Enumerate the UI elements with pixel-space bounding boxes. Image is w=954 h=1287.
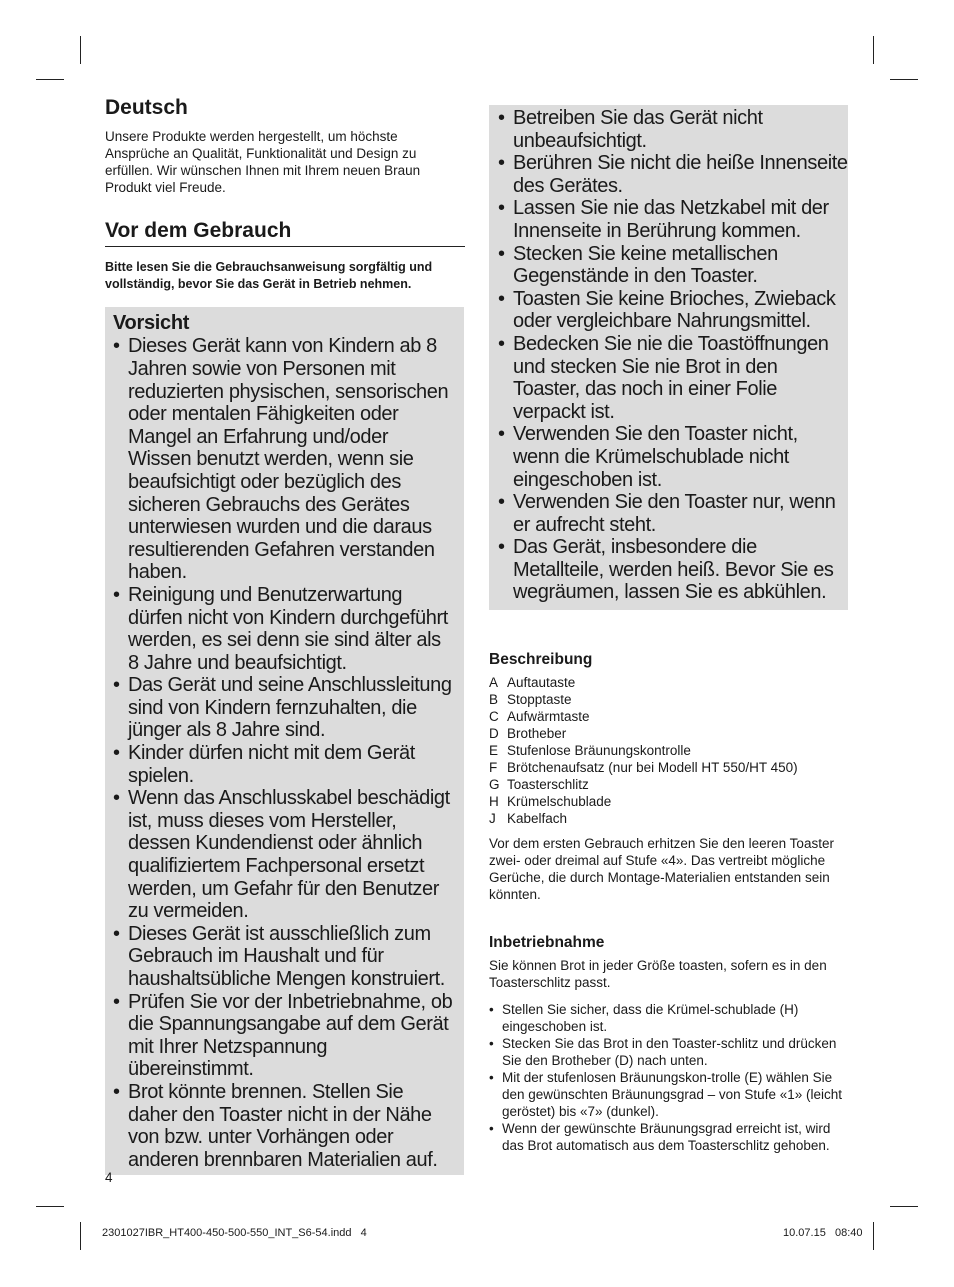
warning-item: • Dieses Gerät kann von Kindern ab 8 Jahren sowie von Personen mit reduzierten physischen, sensorischen oder mentalen Fähigkeiten oder Mangel an Erfahrung und/oder Wissen benutzt werden, wenn sie beaufsichtigt oder bezüglich des sicheren Gebrauchs des Gerätes unterwiesen wurden und die daraus resultierenden Gefahren verstanden haben. xyxy=(113,335,449,584)
crop-mark xyxy=(873,36,874,64)
right-column xyxy=(489,105,848,1154)
warning-item: • Lassen Sie nie das Netzkabel mit der Innenseite in Berührung kommen. xyxy=(498,197,829,242)
left-column xyxy=(105,95,465,1175)
warning-box xyxy=(105,307,464,1175)
warning-item: • Bedecken Sie nie die Toastöffnungen und stecken Sie nie Brot in den Toaster, das noch in einer Folie verpackt ist. xyxy=(498,332,829,423)
warning-item: • Betreiben Sie das Gerät nicht unbeaufsichtigt. xyxy=(498,107,763,152)
list-item: G Toasterschlitz xyxy=(489,777,589,793)
warning-item: • Verwenden Sie den Toaster nicht, wenn die Krümelschublade nicht eingeschoben ist. xyxy=(498,423,798,491)
warning-item: • Wenn das Anschlusskabel beschädigt ist, muss dieses vom Hersteller, dessen Kundendienst oder ähnlich qualifiziertem Fachpersonal ersetzt werden, um Gefahr für den Benutzer zu vermeiden. xyxy=(113,787,450,923)
warning-box-continued xyxy=(489,105,848,610)
section-title: Vor dem Gebrauch xyxy=(105,218,465,247)
operation-title: Inbetriebnahme xyxy=(489,934,605,952)
warning-item: • Brot könnte brennen. Stellen Sie daher den Toaster nicht in der Nähe von bzw. unter Vorhängen oder anderen brennbaren Materialien auf. xyxy=(113,1080,438,1171)
warning-item: • Kinder dürfen nicht mit dem Gerät spielen. xyxy=(113,742,415,787)
operation-intro: Sie können Brot in jeder Größe toasten, sofern es in den Toasterschlitz passt. xyxy=(489,958,827,991)
warning-item: • Stecken Sie keine metallischen Gegenstände in den Toaster. xyxy=(498,242,778,288)
warning-item: • Dieses Gerät ist ausschließlich zum Gebrauch im Haushalt und für haushaltsübliche Mengen konstruiert. xyxy=(113,922,445,990)
crop-mark xyxy=(80,36,81,64)
crop-mark xyxy=(890,79,918,80)
file-slug: 2301027IBR_HT400-450-500-550_INT_S6-54.indd 4 xyxy=(102,1227,367,1239)
intro-text: Unsere Produkte werden hergestellt, um höchste Ansprüche an Qualität, Funktionalität und Design zu erfüllen. Wir wünschen Ihnen mit Ihrem neuen Braun Produkt viel Freude. xyxy=(105,129,421,196)
list-item: D Brotheber xyxy=(489,726,567,742)
first-use-text: Vor dem ersten Gebrauch erhitzen Sie den leeren Toaster zwei- oder dreimal auf Stufe «4». Das vertreibt mögliche Gerüche, die durch Montage-Materialien entstanden sein könnten. xyxy=(489,836,834,903)
crop-mark xyxy=(80,1222,81,1250)
section-note: Bitte lesen Sie die Gebrauchsanweisung sorgfältig und vollständig, bevor Sie das Gerät in Betrieb nehmen. xyxy=(105,260,433,292)
list-item: B Stopptaste xyxy=(489,692,572,708)
list-item: H Krümelschublade xyxy=(489,794,612,810)
list-item: E Stufenlose Bräunungskontrolle xyxy=(489,743,691,759)
warning-item: • Das Gerät und seine Anschlussleitung sind von Kindern fernzuhalten, die jünger als 8 Jahre sind. xyxy=(113,674,452,742)
page-title: Deutsch xyxy=(105,96,188,119)
list-item: A Auftautaste xyxy=(489,675,576,691)
warning-title: Vorsicht xyxy=(113,312,190,335)
crop-mark xyxy=(36,79,64,80)
warning-item: • Berühren Sie nicht die heiße Innenseite des Gerätes. xyxy=(498,152,848,197)
warning-item: • Verwenden Sie den Toaster nur, wenn er aufrecht steht. xyxy=(498,491,836,536)
crop-mark xyxy=(36,1206,64,1207)
operation-list xyxy=(489,1001,848,1154)
crop-mark xyxy=(873,1222,874,1250)
list-item: • Stecken Sie das Brot in den Toaster-schlitz und drücken Sie den Brotheber (D) nach unten. xyxy=(489,1036,837,1069)
list-item: C Aufwärmtaste xyxy=(489,709,590,725)
warning-item: • Reinigung und Benutzerwartung dürfen nicht von Kindern durchgeführt werden, es sei denn sie sind älter als 8 Jahre und beaufsichtigt. xyxy=(113,583,448,674)
list-item: • Wenn der gewünschte Bräunungsgrad erreicht ist, wird das Brot automatisch aus dem Toasterschlitz gehoben. xyxy=(489,1121,831,1154)
warning-item: • Toasten Sie keine Brioches, Zwieback oder vergleichbare Nahrungsmittel. xyxy=(498,287,836,333)
description-title: Beschreibung xyxy=(489,651,593,669)
crop-mark xyxy=(890,1206,918,1207)
description-list xyxy=(489,674,848,827)
list-item: • Stellen Sie sicher, dass die Krümel-schublade (H) eingeschoben ist. xyxy=(489,1002,799,1035)
warning-item: • Prüfen Sie vor der Inbetriebnahme, ob die Spannungsangabe auf dem Gerät mit Ihrer Netzspannung übereinstimmt. xyxy=(113,990,453,1081)
warning-list xyxy=(113,335,456,1171)
list-item: • Mit der stufenlosen Bräunungskon-trolle (E) wählen Sie den gewünschten Bräunungsgrad – von Stufe «1» (leicht geröstet) bis «7» (dunkel). xyxy=(489,1070,842,1120)
list-item: J Kabelfach xyxy=(489,811,568,827)
warning-item: • Das Gerät, insbesondere die Metallteile, werden heiß. Bevor Sie es wegräumen, lassen Sie es abkühlen. xyxy=(498,536,834,604)
list-item: F Brötchenaufsatz (nur bei Modell HT 550/HT 450) xyxy=(489,760,798,776)
warning-list xyxy=(498,107,848,604)
page-number: 4 xyxy=(105,1170,113,1185)
timestamp: 10.07.15 08:40 xyxy=(783,1227,863,1239)
